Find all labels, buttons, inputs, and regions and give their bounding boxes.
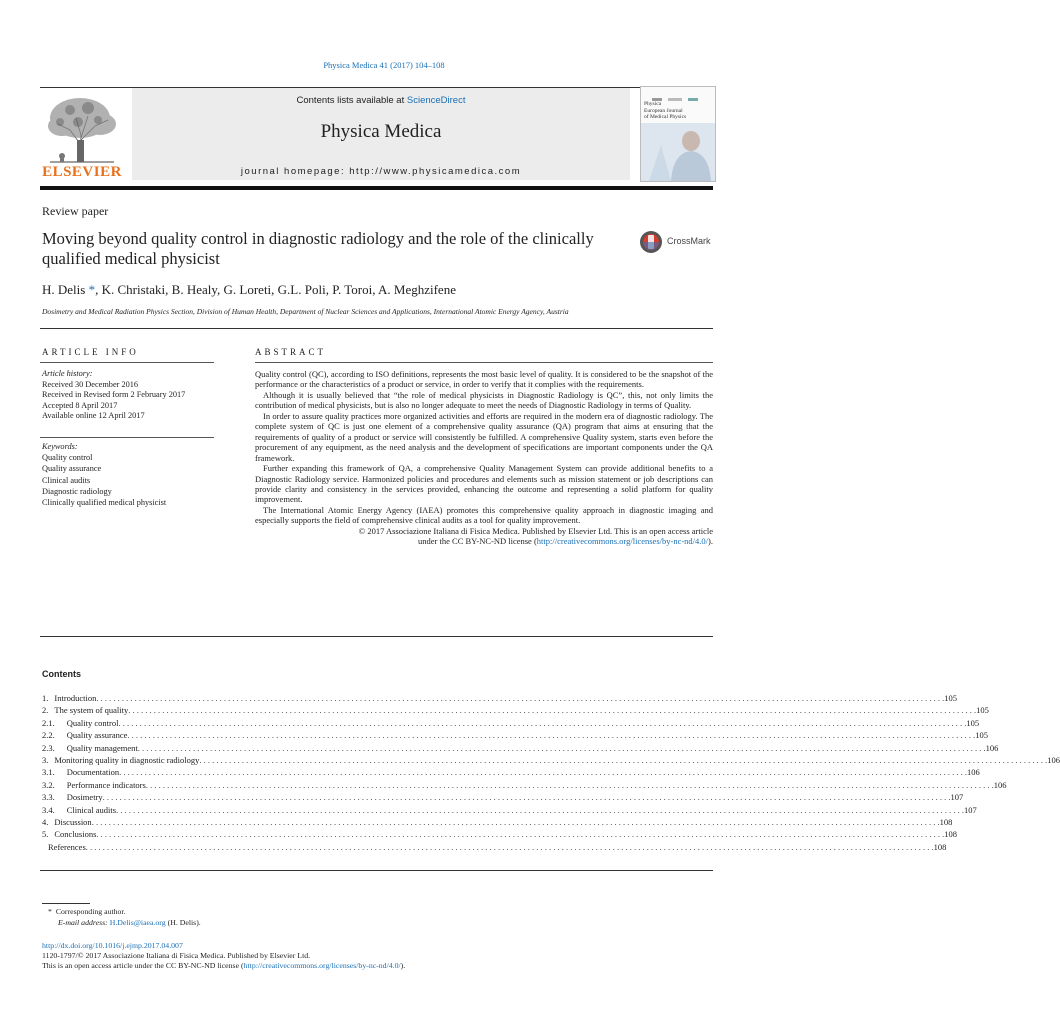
- toc-leader-dots: . . . . . . . . . . . . . . . . . . . . . . . . . . . . . . . . . . . . . . . . . . . . . . . . . . . . . . . . . . . . . . . . . . . . . . . . . . . . . . . . . . . . . . . . . . . . . . . . . . . . . . . . . . . . . . . . . . . . . . . . . . . . . . . . . . . . . . . . . . . . . . . . . . . . . . . . . . . . . . . . . . . . . . . . . . . . . . . . . . . . . . . . . . . . . . . . . . . . . . . .: [199, 754, 1048, 765]
- cover-banner: [644, 90, 712, 96]
- doi-link[interactable]: http://dx.doi.org/10.1016/j.ejmp.2017.04.007: [42, 941, 183, 950]
- oa-suffix: ).: [400, 961, 406, 971]
- toc-number: 4.: [42, 816, 49, 827]
- corresponding-author-marker[interactable]: *: [88, 282, 96, 297]
- toc-title[interactable]: References: [48, 841, 86, 852]
- abstract-rule: [255, 362, 713, 363]
- keywords: [42, 441, 217, 508]
- toc-leader-dots: . . . . . . . . . . . . . . . . . . . . . . . . . . . . . . . . . . . . . . . . . . . . . . . . . . . . . . . . . . . . . . . . . . . . . . . . . . . . . . . . . . . . . . . . . . . . . . . . . . . . . . . . . . . . . . . . . . . . . . . . . . . . . . . . . . . . . . . . . . . . . . . . . . . . . . . . . . . . . . . . . . . . . . . . . . . . . . . . . . . . . . . . . . . . . . . . . . . . . . . .: [145, 779, 994, 790]
- article-info-heading: ARTICLE INFO: [42, 347, 139, 357]
- contents-end-rule: [40, 870, 713, 871]
- history-online: Available online 12 April 2017: [42, 411, 145, 421]
- contents-prefix: Contents lists available at: [296, 95, 407, 106]
- toc-page-number: 106: [985, 742, 999, 753]
- toc-page-number: 107: [950, 792, 964, 803]
- toc-entry[interactable]: [42, 754, 1060, 766]
- toc-entry[interactable]: [42, 779, 1007, 791]
- toc-number: 2.1.: [42, 717, 55, 728]
- toc-number: 1.: [42, 693, 49, 703]
- email-suffix: (H. Delis).: [165, 918, 201, 927]
- corresponding-author-note: [48, 906, 201, 917]
- history-label: Article history:: [42, 369, 93, 378]
- toc-leader-dots: . . . . . . . . . . . . . . . . . . . . . . . . . . . . . . . . . . . . . . . . . . . . . . . . . . . . . . . . . . . . . . . . . . . . . . . . . . . . . . . . . . . . . . . . . . . . . . . . . . . . . . . . . . . . . . . . . . . . . . . . . . . . . . . . . . . . . . . . . . . . . . . . . . . . . . . . . . . . . . . . . . . . . . . . . . . . . . . . . . . . . . . . . . . . . . . . . . . . . . . .: [137, 742, 986, 753]
- license-suffix: ).: [708, 536, 713, 547]
- toc-entry[interactable]: [42, 717, 980, 729]
- abstract-body: [255, 369, 713, 547]
- license-line: [255, 536, 713, 546]
- oa-prefix: This is an open access article under the CC BY-NC-ND license (: [42, 961, 244, 971]
- abstract-end-rule: [40, 636, 713, 637]
- toc-leader-dots: . . . . . . . . . . . . . . . . . . . . . . . . . . . . . . . . . . . . . . . . . . . . . . . . . . . . . . . . . . . . . . . . . . . . . . . . . . . . . . . . . . . . . . . . . . . . . . . . . . . . . . . . . . . . . . . . . . . . . . . . . . . . . . . . . . . . . . . . . . . . . . . . . . . . . . . . . . . . . . . . . . . . . . . . . . . . . . . . . . . . . . . . . . . . . . . . . . . . . . . .: [116, 804, 964, 815]
- toc-number: 5.: [42, 829, 49, 840]
- toc-entry[interactable]: [42, 766, 980, 778]
- toc-leader-dots: . . . . . . . . . . . . . . . . . . . . . . . . . . . . . . . . . . . . . . . . . . . . . . . . . . . . . . . . . . . . . . . . . . . . . . . . . . . . . . . . . . . . . . . . . . . . . . . . . . . . . . . . . . . . . . . . . . . . . . . . . . . . . . . . . . . . . . . . . . . . . . . . . . . . . . . . . . . . . . . . . . . . . . . . . . . . . . . . . . . . . . . . . . . . . . . . . . . . . . . .: [85, 841, 934, 852]
- crossmark-label: CrossMark: [667, 236, 711, 246]
- journal-homepage[interactable]: journal homepage: http://www.physicamedica.com: [240, 166, 522, 177]
- abstract-paragraph: Although it is usually believed that “the role of medical physicists in Diagnostic Radiology is QC”, this, not only limits the contribution of medical physicists, but is also no longer adequate to meet the needs of Diagnostic Radiology in terms of Quality.: [255, 389, 713, 411]
- toc-entry[interactable]: [42, 816, 953, 828]
- journal-cover-thumbnail[interactable]: [640, 86, 716, 182]
- toc-page-number: 105: [975, 730, 989, 741]
- journal-title: Physica Medica: [320, 121, 442, 142]
- header-bottom-rule: [40, 186, 713, 190]
- license-prefix: under the CC BY-NC-ND license (: [418, 536, 537, 547]
- article-history: [42, 369, 217, 422]
- contents-heading: Contents: [42, 669, 81, 679]
- toc-number: 2.2.: [42, 730, 55, 741]
- copyright-line: © 2017 Associazione Italiana di Fisica Medica. Published by Elsevier Ltd. This is an open access article: [358, 525, 713, 536]
- email-label: E-mail address:: [58, 918, 110, 927]
- toc-entry[interactable]: [42, 841, 947, 853]
- abstract-paragraph: Quality control (QC), according to ISO definitions, represents the most basic level of quality. It is considered to be the snapshot of the performance or the characteristics of a product or service, in order to verify that it complies with the requirements.: [255, 369, 713, 390]
- keyword-item: Diagnostic radiology: [42, 486, 112, 496]
- toc-number: 2.: [42, 705, 49, 716]
- toc-leader-dots: . . . . . . . . . . . . . . . . . . . . . . . . . . . . . . . . . . . . . . . . . . . . . . . . . . . . . . . . . . . . . . . . . . . . . . . . . . . . . . . . . . . . . . . . . . . . . . . . . . . . . . . . . . . . . . . . . . . . . . . . . . . . . . . . . . . . . . . . . . . . . . . . . . . . . . . . . . . . . . . . . . . . . . . . . . . . . . . . . . . . . . . . . . . . . . . . . . . . . . . .: [91, 816, 940, 827]
- crossmark-icon: [639, 230, 665, 254]
- toc-number: 2.3.: [42, 742, 55, 753]
- toc-title[interactable]: Quality control: [66, 717, 119, 728]
- cover-line-1: Physica: [644, 101, 662, 107]
- table-of-contents: [42, 692, 1060, 853]
- keywords-label: Keywords:: [42, 442, 78, 451]
- toc-title[interactable]: Introduction: [54, 693, 97, 703]
- article-title: Moving beyond quality control in diagnostic radiology and the role of the clinically qualified medical physicist: [42, 229, 594, 268]
- toc-entry[interactable]: [42, 729, 989, 741]
- toc-page-number: 106: [993, 779, 1007, 790]
- cover-line-2: European Journal: [644, 107, 683, 114]
- elsevier-wordmark: ELSEVIER: [42, 164, 122, 180]
- email-line: [48, 917, 201, 928]
- toc-title[interactable]: The system of quality: [54, 705, 129, 716]
- keywords-rule: [40, 437, 214, 438]
- license-link[interactable]: http://creativecommons.org/licenses/by-nc-nd/4.0/: [536, 536, 709, 547]
- history-accepted: Accepted 8 April 2017: [42, 400, 118, 410]
- keyword-item: Clinically qualified medical physicist: [42, 498, 167, 508]
- toc-leader-dots: . . . . . . . . . . . . . . . . . . . . . . . . . . . . . . . . . . . . . . . . . . . . . . . . . . . . . . . . . . . . . . . . . . . . . . . . . . . . . . . . . . . . . . . . . . . . . . . . . . . . . . . . . . . . . . . . . . . . . . . . . . . . . . . . . . . . . . . . . . . . . . . . . . . . . . . . . . . . . . . . . . . . . . . . . . . . . . . . . . . . . . . . . . . . . . . . . . . . . . . .: [119, 767, 968, 778]
- toc-leader-dots: . . . . . . . . . . . . . . . . . . . . . . . . . . . . . . . . . . . . . . . . . . . . . . . . . . . . . . . . . . . . . . . . . . . . . . . . . . . . . . . . . . . . . . . . . . . . . . . . . . . . . . . . . . . . . . . . . . . . . . . . . . . . . . . . . . . . . . . . . . . . . . . . . . . . . . . . . . . . . . . . . . . . . . . . . . . . . . . . . . . . . . . . . . . . . . . . . . . . . . . .: [96, 693, 945, 703]
- toc-page-number: 108: [933, 841, 947, 852]
- toc-title[interactable]: Clinical audits: [66, 804, 117, 815]
- toc-title[interactable]: Quality management: [66, 742, 138, 753]
- issn-line: 1120-1797/© 2017 Associazione Italiana di Fisica Medica. Published by Elsevier Ltd.: [42, 951, 311, 961]
- toc-leader-dots: . . . . . . . . . . . . . . . . . . . . . . . . . . . . . . . . . . . . . . . . . . . . . . . . . . . . . . . . . . . . . . . . . . . . . . . . . . . . . . . . . . . . . . . . . . . . . . . . . . . . . . . . . . . . . . . . . . . . . . . . . . . . . . . . . . . . . . . . . . . . . . . . . . . . . . . . . . . . . . . . . . . . . . . . . . . . . . . . . . . . . . . . . . . . . . . . . . . . . . . .: [118, 717, 967, 728]
- toc-page-number: 107: [963, 804, 977, 815]
- oa-license-link[interactable]: http://creativecommons.org/licenses/by-nc-nd/4.0/: [243, 961, 401, 971]
- toc-title[interactable]: Documentation: [66, 767, 120, 778]
- toc-leader-dots: . . . . . . . . . . . . . . . . . . . . . . . . . . . . . . . . . . . . . . . . . . . . . . . . . . . . . . . . . . . . . . . . . . . . . . . . . . . . . . . . . . . . . . . . . . . . . . . . . . . . . . . . . . . . . . . . . . . . . . . . . . . . . . . . . . . . . . . . . . . . . . . . . . . . . . . . . . . . . . . . . . . . . . . . . . . . . . . . . . . . . . . . . . . . . . . . . . . . . . . .: [127, 730, 976, 741]
- corresponding-text: Corresponding author.: [55, 907, 126, 916]
- toc-number: 3.1.: [42, 767, 55, 778]
- keyword-item: Quality control: [42, 453, 93, 463]
- toc-page-number: 108: [939, 816, 953, 827]
- toc-title[interactable]: Conclusions: [54, 829, 97, 840]
- journal-citation[interactable]: Physica Medica 41 (2017) 104–108: [323, 60, 445, 70]
- affiliation-rule: [40, 328, 713, 329]
- toc-entry[interactable]: [42, 742, 999, 754]
- toc-title[interactable]: Dosimetry: [66, 792, 103, 803]
- open-access-line: [42, 961, 405, 971]
- toc-entry[interactable]: [42, 804, 977, 816]
- abstract-paragraph: The International Atomic Energy Agency (IAEA) promotes this comprehensive quality approach in diagnostic imaging and especially supports the field of comprehensive clinical audits as a tool for quality improvement.: [255, 504, 713, 526]
- other-authors: , K. Christaki, B. Healy, G. Loreti, G.L. Poli, P. Toroi, A. Meghzifene: [95, 282, 456, 297]
- cover-title: [644, 101, 686, 121]
- toc-entry[interactable]: [42, 828, 958, 840]
- toc-page-number: 108: [944, 829, 958, 840]
- toc-page-number: 106: [967, 767, 980, 778]
- keyword-item: Quality assurance: [42, 464, 102, 474]
- history-revised: Received in Revised form 2 February 2017: [42, 390, 186, 400]
- toc-title[interactable]: Monitoring quality in diagnostic radiology: [54, 754, 200, 765]
- toc-title[interactable]: Performance indicators: [66, 779, 146, 790]
- crossmark-badge[interactable]: [639, 230, 719, 254]
- affiliation: Dosimetry and Medical Radiation Physics Section, Division of Human Health, Department of Nuclear Sciences and Applications, International Atomic Energy Agency, Austria: [42, 307, 569, 316]
- toc-number: 3.3.: [42, 792, 55, 803]
- toc-page-number: 106: [1047, 754, 1060, 765]
- footnote-rule: [42, 903, 90, 904]
- abstract-paragraph: In order to assure quality practices more organized activities and efforts are required in the modern era of diagnostic radiology. The complete system of QC is just one element of a comprehensive quality assurance (QA) program that aims at ensuring that the requirements of quality of a product or service will consistently be fulfilled. A comprehensive Quality system, starts even before the procurement of any equipment, as the need analysis and the development of specifications are important components under the QA framework.: [255, 410, 713, 463]
- toc-entry[interactable]: [42, 692, 958, 704]
- cover-line-3: of Medical Physics: [644, 114, 687, 120]
- toc-title[interactable]: Quality assurance: [66, 730, 128, 741]
- toc-number: 3.4.: [42, 804, 55, 815]
- abstract-heading: ABSTRACT: [255, 347, 327, 357]
- sciencedirect-link[interactable]: ScienceDirect: [406, 95, 466, 106]
- history-received: Received 30 December 2016: [42, 379, 139, 389]
- first-author[interactable]: H. Delis: [42, 282, 86, 297]
- toc-page-number: 105: [976, 705, 989, 716]
- abstract-paragraph: Further expanding this framework of QA, a comprehensive Quality Management System can provide additional benefits to a Diagnostic Radiology service. Harmonized policies and procedures and elements such as mission statement or job descriptions can provide clarity and consistency in the services provided, enhancing the outcome and representing a solid platform for quality improvement.: [255, 463, 713, 505]
- footnote-star: *: [48, 907, 52, 916]
- toc-entry[interactable]: [42, 704, 989, 716]
- cover-body-illustration-icon: [641, 123, 715, 181]
- author-email-link[interactable]: H.Delis@iaea.org: [109, 918, 166, 927]
- keyword-item: Clinical audits: [42, 475, 91, 485]
- author-list: [42, 282, 456, 298]
- doi-block: [42, 941, 405, 972]
- toc-title[interactable]: Discussion: [54, 816, 92, 827]
- elsevier-logo: [40, 90, 124, 180]
- toc-leader-dots: . . . . . . . . . . . . . . . . . . . . . . . . . . . . . . . . . . . . . . . . . . . . . . . . . . . . . . . . . . . . . . . . . . . . . . . . . . . . . . . . . . . . . . . . . . . . . . . . . . . . . . . . . . . . . . . . . . . . . . . . . . . . . . . . . . . . . . . . . . . . . . . . . . . . . . . . . . . . . . . . . . . . . . . . . . . . . . . . . . . . . . . . . . . . . . . . . . . . . . . .: [128, 705, 977, 716]
- toc-number: 3.2.: [42, 779, 55, 790]
- article-type: Review paper: [42, 204, 109, 218]
- toc-leader-dots: . . . . . . . . . . . . . . . . . . . . . . . . . . . . . . . . . . . . . . . . . . . . . . . . . . . . . . . . . . . . . . . . . . . . . . . . . . . . . . . . . . . . . . . . . . . . . . . . . . . . . . . . . . . . . . . . . . . . . . . . . . . . . . . . . . . . . . . . . . . . . . . . . . . . . . . . . . . . . . . . . . . . . . . . . . . . . . . . . . . . . . . . . . . . . . . . . . . . . . . .: [96, 829, 945, 840]
- toc-leader-dots: . . . . . . . . . . . . . . . . . . . . . . . . . . . . . . . . . . . . . . . . . . . . . . . . . . . . . . . . . . . . . . . . . . . . . . . . . . . . . . . . . . . . . . . . . . . . . . . . . . . . . . . . . . . . . . . . . . . . . . . . . . . . . . . . . . . . . . . . . . . . . . . . . . . . . . . . . . . . . . . . . . . . . . . . . . . . . . . . . . . . . . . . . . . . . . . . . . . . . . . .: [102, 792, 951, 803]
- toc-page-number: 105: [966, 717, 980, 728]
- footnote: [48, 906, 201, 928]
- toc-number: 3.: [42, 754, 49, 765]
- article-info-rule: [40, 362, 214, 363]
- contents-available-line: [132, 95, 630, 106]
- toc-page-number: 105: [944, 693, 958, 703]
- toc-entry[interactable]: [42, 791, 964, 803]
